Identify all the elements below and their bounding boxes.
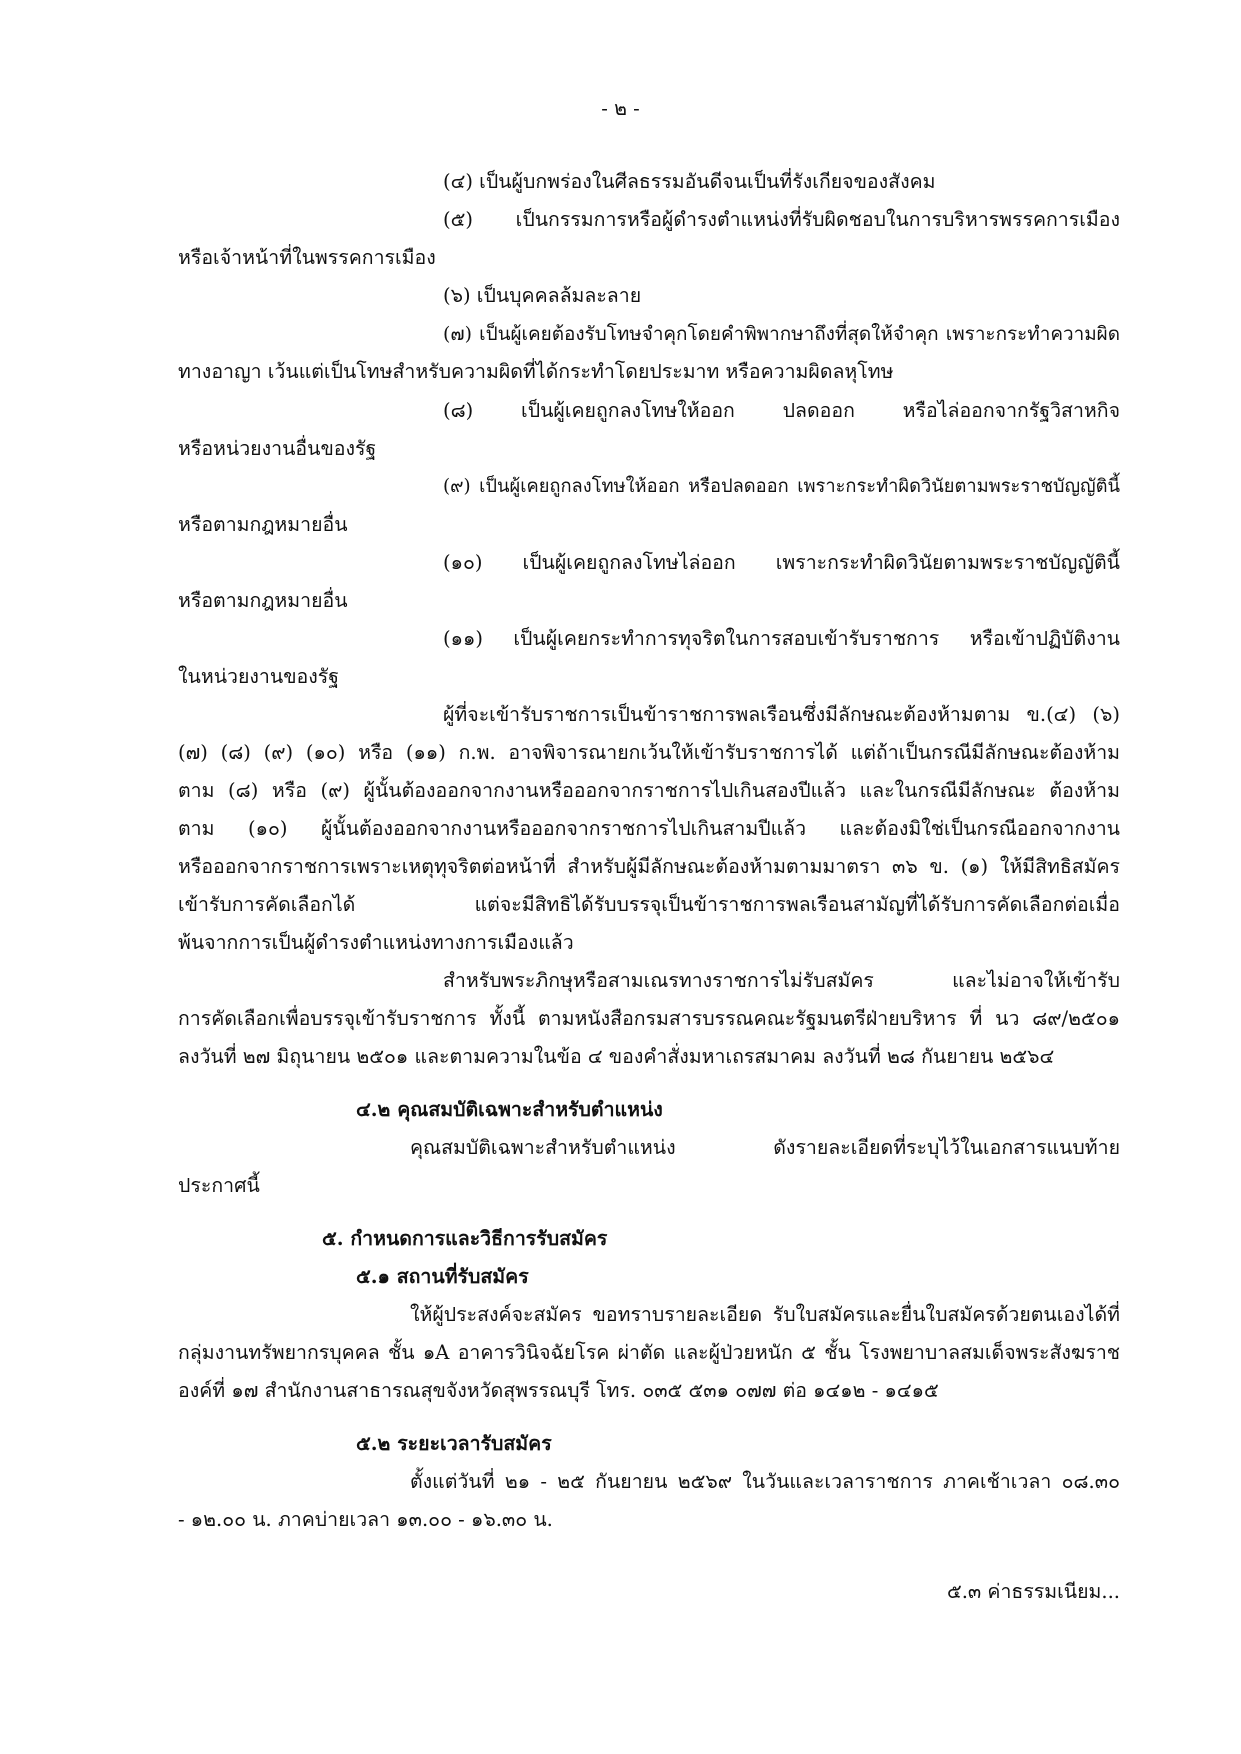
section-5-1-heading: ๕.๑ สถานที่รับสมัคร (356, 1265, 529, 1288)
monk-line2: การคัดเลือกเพื่อบรรจุเข้ารับราชการ ทั้งนี้ ตามหนังสือกรมสารบรรณคณะรัฐมนตรีฝ่ายบริหาร ที่ นว ๘๙/๒๕๐๑ (178, 1007, 1120, 1030)
section-5-1-line2: กลุ่มงานทรัพยากรบุคคล ชั้น ๑A อาคารวินิจฉัยโรค ผ่าตัด และผู้ป่วยหนัก ๕ ชั้น โรงพยาบาลสมเด็จพระสังฆราช (178, 1341, 1120, 1364)
item-10-line2: หรือตามกฎหมายอื่น (178, 589, 348, 612)
exception-line1: ผู้ที่จะเข้ารับราชการเป็นข้าราชการพลเรือนซึ่งมีลักษณะต้องห้ามตาม ข.(๔) (๖) (443, 703, 1120, 726)
item-4: (๔) เป็นผู้บกพร่องในศีลธรรมอันดีจนเป็นที่รังเกียจของสังคม (443, 170, 936, 193)
item-7-line1: (๗) เป็นผู้เคยต้องรับโทษจำคุกโดยคำพิพากษาถึงที่สุดให้จำคุก เพราะกระทำความผิด (443, 323, 1120, 345)
section-5-heading: ๕. กำหนดการและวิธีการรับสมัคร (322, 1227, 608, 1250)
exception-line7: พ้นจากการเป็นผู้ดำรงตำแหน่งทางการเมืองแล้ว (178, 931, 574, 954)
monk-line3: ลงวันที่ ๒๗ มิถุนายน ๒๕๐๑ และตามความในข้อ ๔ ของคำสั่งมหาเถรสมาคม ลงวันที่ ๒๘ กันยายน ๒๕๖๔ (178, 1045, 1055, 1068)
exception-line4: ตาม (๑๐) ผู้นั้นต้องออกจากงานหรือออกจากราชการไปเกินสามปีแล้ว และต้องมิใช่เป็นกรณีออกจากงาน (178, 817, 1120, 840)
section-4-2-line2: ประกาศนี้ (178, 1174, 260, 1197)
item-9-line2: หรือตามกฎหมายอื่น (178, 513, 348, 536)
item-6: (๖) เป็นบุคคลล้มละลาย (443, 284, 642, 307)
section-5-2-line1: ตั้งแต่วันที่ ๒๑ - ๒๕ กันยายน ๒๕๖๙ ในวันและเวลาราชการ ภาคเช้าเวลา ๐๘.๓๐ (410, 1470, 1120, 1493)
section-5-1-line3: องค์ที่ ๑๗ สำนักงานสาธารณสุขจังหวัดสุพรรณบุรี โทร. ๐๓๕ ๕๓๑ ๐๗๗ ต่อ ๑๔๑๒ - ๑๔๑๕ (178, 1379, 939, 1402)
exception-line6: เข้ารับการคัดเลือกได้ แต่จะมีสิทธิได้รับบรรจุเป็นข้าราชการพลเรือนสามัญที่ได้รับการคัดเลือกต่อเมื่อ (178, 893, 1120, 916)
exception-line5: หรือออกจากราชการเพราะเหตุทุจริตต่อหน้าที่ สำหรับผู้มีลักษณะต้องห้ามตามมาตรา ๓๖ ข. (๑) ให้มีสิทธิสมัคร (178, 855, 1120, 878)
item-5-line2: หรือเจ้าหน้าที่ในพรรคการเมือง (178, 246, 436, 269)
page-number: - ๒ - (601, 97, 640, 120)
section-5-2-line2: - ๑๒.๐๐ น. ภาคบ่ายเวลา ๑๓.๐๐ - ๑๖.๓๐ น. (178, 1508, 553, 1531)
monk-line1: สำหรับพระภิกษุหรือสามเณรทางราชการไม่รับสมัคร และไม่อาจให้เข้ารับ (443, 969, 1120, 992)
section-4-2-line1: คุณสมบัติเฉพาะสำหรับตำแหน่ง ดังรายละเอียดที่ระบุไว้ในเอกสารแนบท้าย (410, 1136, 1120, 1159)
section-5-2-heading: ๕.๒ ระยะเวลารับสมัคร (356, 1432, 552, 1455)
exception-line2: (๗) (๘) (๙) (๑๐) หรือ (๑๑) ก.พ. อาจพิจารณายกเว้นให้เข้ารับราชการได้ แต่ถ้าเป็นกรณีมีลักษณะต้องห้าม (178, 741, 1120, 764)
continuation-note: ๕.๓ ค่าธรรมเนียม... (946, 1580, 1120, 1603)
item-5-line1: (๕) เป็นกรรมการหรือผู้ดำรงตำแหน่งที่รับผิดชอบในการบริหารพรรคการเมือง (443, 208, 1120, 231)
item-8-line2: หรือหน่วยงานอื่นของรัฐ (178, 437, 377, 460)
item-10-line1: (๑๐) เป็นผู้เคยถูกลงโทษไล่ออก เพราะกระทำผิดวินัยตามพระราชบัญญัตินี้ (443, 551, 1120, 574)
item-11-line1: (๑๑) เป็นผู้เคยกระทำการทุจริตในการสอบเข้ารับราชการ หรือเข้าปฏิบัติงาน (443, 627, 1120, 650)
item-7-line2: ทางอาญา เว้นแต่เป็นโทษสำหรับความผิดที่ได้กระทำโดยประมาท หรือความผิดลหุโทษ (178, 360, 894, 383)
item-9-line1: (๙) เป็นผู้เคยถูกลงโทษให้ออก หรือปลดออก เพราะกระทำผิดวินัยตามพระราชบัญญัตินี้ (443, 476, 1120, 497)
item-8-line1: (๘) เป็นผู้เคยถูกลงโทษให้ออก ปลดออก หรือไล่ออกจากรัฐวิสาหกิจ (443, 399, 1120, 422)
item-11-line2: ในหน่วยงานของรัฐ (178, 665, 340, 688)
section-5-1-line1: ให้ผู้ประสงค์จะสมัคร ขอทราบรายละเอียด รับใบสมัครและยื่นใบสมัครด้วยตนเองได้ที่ (410, 1303, 1120, 1326)
section-4-2-heading: ๔.๒ คุณสมบัติเฉพาะสำหรับตำแหน่ง (356, 1098, 663, 1121)
exception-line3: ตาม (๘) หรือ (๙) ผู้นั้นต้องออกจากงานหรือออกจากราชการไปเกินสองปีแล้ว และในกรณีมีลักษณะ ต้องห้าม (178, 779, 1120, 802)
